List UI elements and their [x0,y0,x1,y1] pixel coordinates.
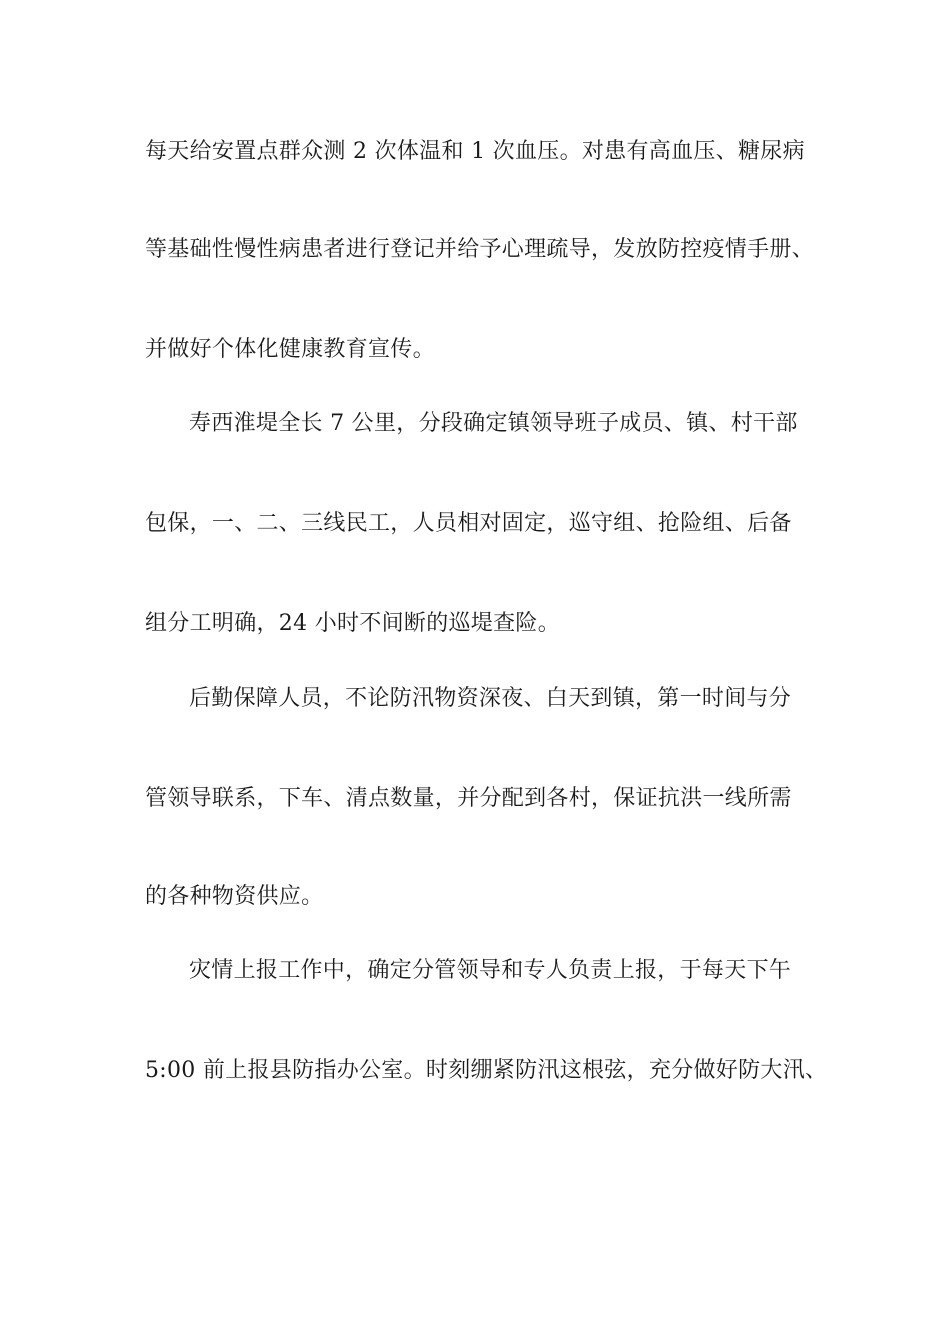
paragraph-first-line: 灾情上报工作中，确定分管领导和专人负责上报，于每天下午 [189,958,792,983]
text-line: 包保，一、二、三线民工，人员相对固定，巡守组、抢险组、后备 [145,511,792,536]
text-line: 的各种物资供应。 [145,884,324,909]
text-line: 组分工明确，24 小时不间断的巡堤查险。 [145,611,560,636]
text-line: 并做好个体化健康教育宣传。 [145,337,435,362]
text-line: 等基础性慢性病患者进行登记并给予心理疏导，发放防控疫情手册、 [145,237,815,262]
text-line: 5:00 前上报县防指办公室。时刻绷紧防汛这根弦，充分做好防大汛、 [145,1058,828,1083]
paragraph-first-line: 后勤保障人员，不论防汛物资深夜、白天到镇，第一时间与分 [189,686,792,711]
text-line: 管领导联系，下车、清点数量，并分配到各村，保证抗洪一线所需 [145,786,792,811]
paragraph-first-line: 寿西淮堤全长 7 公里，分段确定镇领导班子成员、镇、村干部 [189,411,798,436]
text-line: 每天给安置点群众测 2 次体温和 1 次血压。对患有高血压、糖尿病 [145,139,805,164]
